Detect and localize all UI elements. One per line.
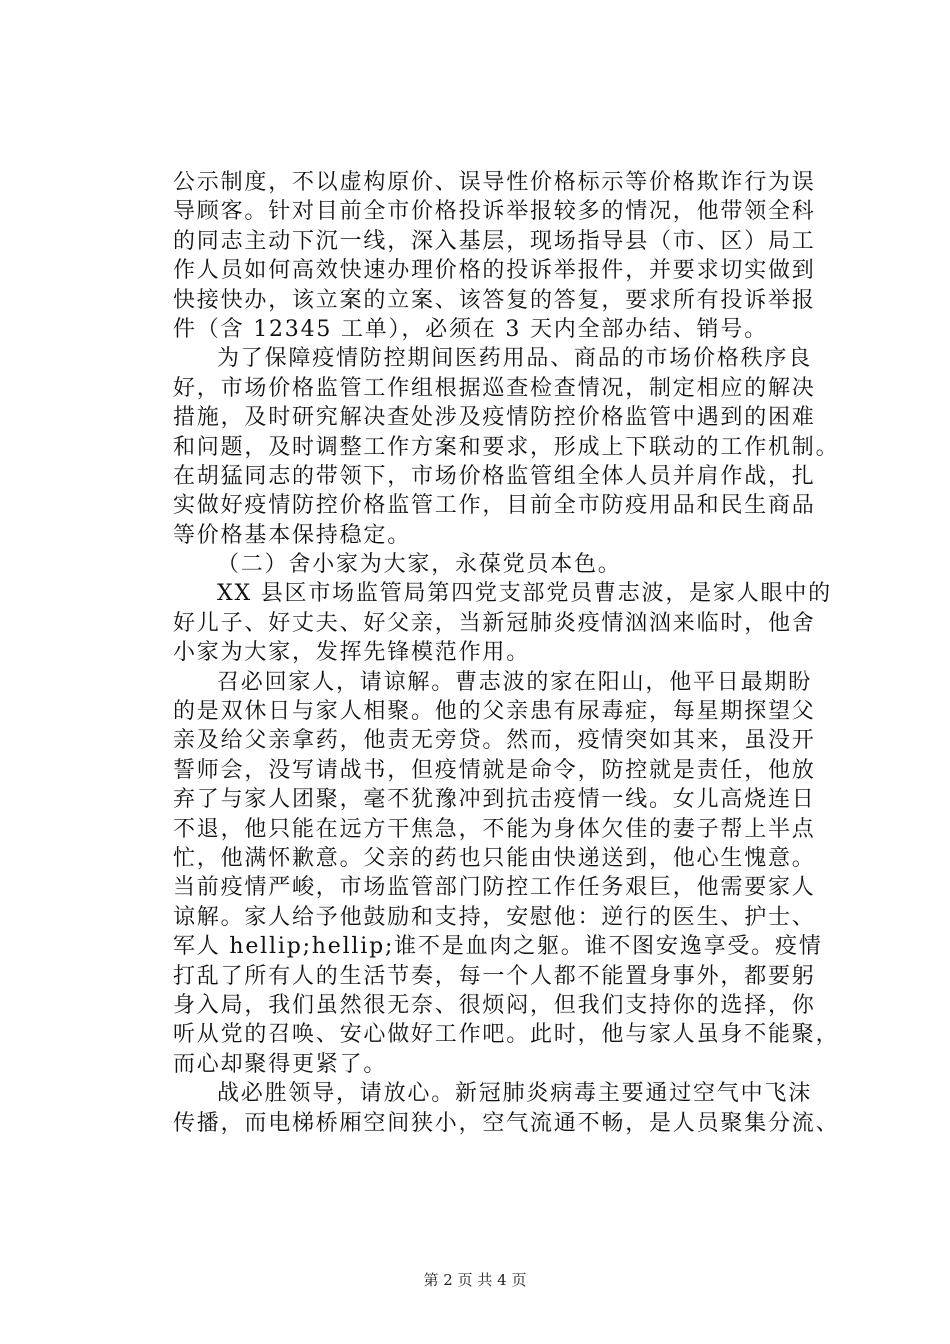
document-body	[173, 168, 863, 1138]
text-line: 身入局，我们虽然很无奈、很烦闷，但我们支持你的选择，你	[173, 992, 816, 1018]
text-line: 当前疫情严峻，市场监管部门防控工作任务艰巨，他需要家人	[173, 875, 816, 901]
text-line: 的同志主动下沉一线，深入基层，现场指导县（市、区）局工	[173, 228, 816, 254]
text-line: 忙，他满怀歉意。父亲的药也只能由快递送到，他心生愧意。	[173, 845, 816, 871]
text-line: 的是双休日与家人相聚。他的父亲患有尿毒症，每星期探望父	[173, 699, 816, 725]
text-line: 措施，及时研究解决查处涉及疫情防控价格监管中遇到的困难	[173, 405, 816, 431]
text-line: 谅解。家人给予他鼓励和支持，安慰他：逆行的医生、护士、	[173, 904, 816, 930]
text-line: XX 县区市场监管局第四党支部党员曹志波，是家人眼中的	[217, 581, 832, 607]
text-line: 小家为大家，发挥先锋模范作用。	[173, 640, 531, 666]
text-line: 召必回家人，请谅解。曹志波的家在阳山，他平日最期盼	[217, 669, 813, 695]
text-line: （二）舍小家为大家，永葆党员本色。	[217, 552, 622, 578]
text-line: 军人 hellip;hellip;谁不是血肉之躯。谁不图安逸享受。疫情	[173, 934, 823, 960]
text-line: 传播，而电梯桥厢空间狭小，空气流通不畅，是人员聚集分流、	[173, 1110, 840, 1136]
text-line: 作人员如何高效快速办理价格的投诉举报件，并要求切实做到	[173, 258, 816, 284]
text-line: 导顾客。针对目前全市价格投诉举报较多的情况，他带领全科	[173, 199, 816, 225]
text-line: 和问题，及时调整工作方案和要求，形成上下联动的工作机制。	[173, 434, 840, 460]
text-line: 打乱了所有人的生活节奏，每一个人都不能置身事外，都要躬	[173, 963, 816, 989]
text-line: 件（含 12345 工单），必须在 3 天内全部办结、销号。	[173, 316, 768, 342]
text-line: 在胡猛同志的带领下，市场价格监管组全体人员并肩作战，扎	[173, 463, 816, 489]
text-line: 等价格基本保持稳定。	[173, 522, 412, 548]
text-line: 好，市场价格监管工作组根据巡查检查情况，制定相应的解决	[173, 375, 816, 401]
text-line: 好儿子、好丈夫、好父亲，当新冠肺炎疫情汹汹来临时，他舍	[173, 610, 816, 636]
text-line: 听从党的召唤、安心做好工作吧。此时，他与家人虽身不能聚，	[173, 1022, 840, 1048]
text-line: 战必胜领导，请放心。新冠肺炎病毒主要通过空气中飞沫	[217, 1081, 813, 1107]
text-line: 公示制度，不以虚构原价、误导性价格标示等价格欺诈行为误	[173, 170, 816, 195]
text-line: 不退，他只能在远方干焦急，不能为身体欠佳的妻子帮上半点	[173, 816, 816, 842]
text-line: 快接快办，该立案的立案、该答复的答复，要求所有投诉举报	[173, 287, 816, 313]
text-line: 为了保障疫情防控期间医药用品、商品的市场价格秩序良	[217, 346, 813, 372]
text-line: 誓师会，没写请战书，但疫情就是命令，防控就是责任，他放	[173, 757, 816, 783]
text-line: 弃了与家人团聚，毫不犹豫冲到抗击疫情一线。女儿高烧连日	[173, 787, 816, 813]
page-footer: 第 2 页 共 4 页	[423, 1271, 527, 1289]
text-line: 而心却聚得更紧了。	[173, 1051, 388, 1077]
text-line: 实做好疫情防控价格监管工作，目前全市防疫用品和民生商品	[173, 493, 816, 519]
text-line: 亲及给父亲拿药，他责无旁贷。然而，疫情突如其来，虽没开	[173, 728, 816, 754]
